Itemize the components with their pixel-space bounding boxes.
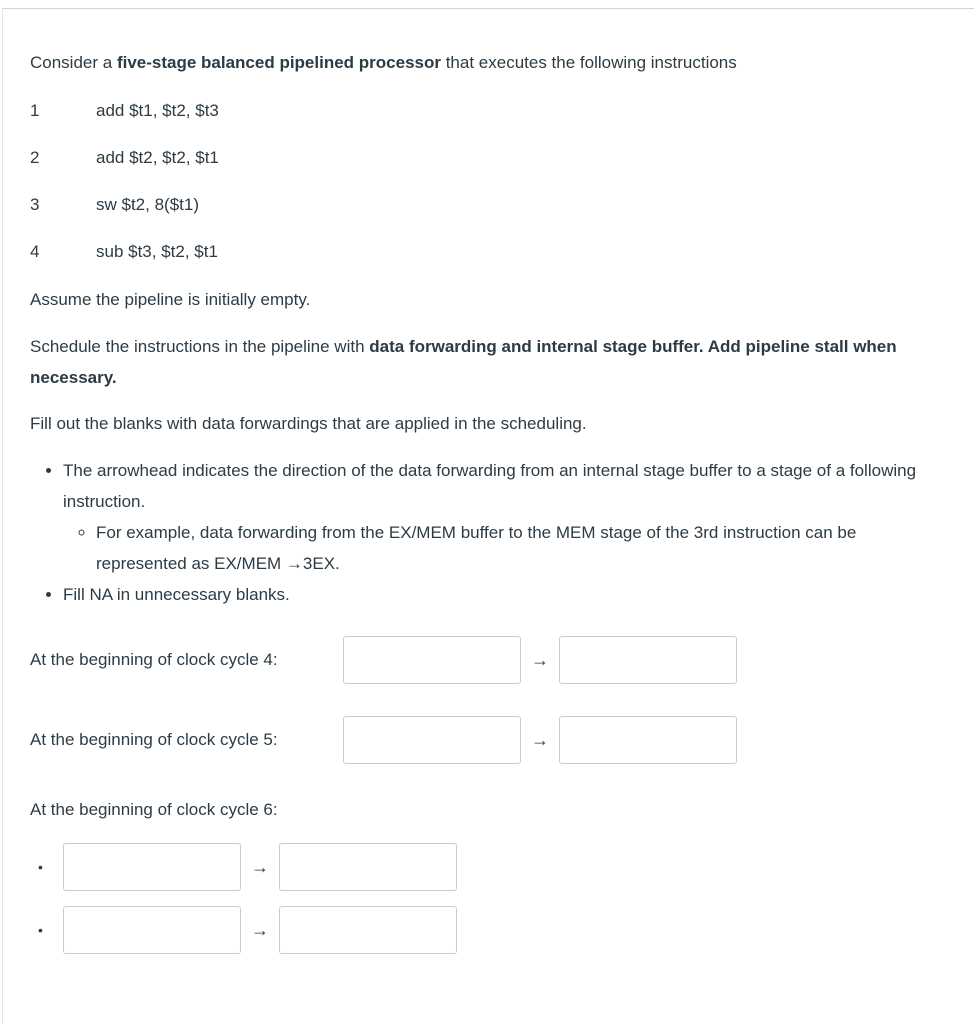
arrow-icon: →	[251, 919, 269, 940]
cycle5-row	[30, 716, 737, 764]
cycle6-2-to-input[interactable]	[279, 906, 457, 954]
cycle4-from-input[interactable]	[343, 636, 521, 684]
bullet-icon: •	[38, 922, 43, 938]
cycle6-item	[30, 843, 457, 891]
instruction-bullets	[30, 455, 950, 610]
cycle6-2-from-input[interactable]	[63, 906, 241, 954]
fill-out-text: Fill out the blanks with data forwardings that are applied in the scheduling.	[30, 414, 587, 433]
assume-text: Assume the pipeline is initially empty.	[30, 290, 311, 309]
bullet-arrowhead: • The arrowhead indicates the direction of the data forwarding from an internal stage buffer to a stage of a following instruction. ◦ For example, data forwarding from the EX/MEM buffer to the MEM stage of the 3rd instruction can be represented as EX/MEM →3EX.	[63, 455, 950, 579]
cycle5-to-input[interactable]	[559, 716, 737, 764]
instruction-number: 3	[30, 195, 40, 214]
cycle6-1-from-input[interactable]	[63, 843, 241, 891]
cycle5-label: At the beginning of clock cycle 5:	[30, 730, 278, 749]
cycle6-item	[30, 906, 457, 954]
instruction-text: add $t1, $t2, $t3	[96, 101, 219, 120]
question-intro: Consider a five-stage balanced pipelined processor that executes the following instructions	[30, 53, 737, 72]
arrow-icon: →	[251, 856, 269, 877]
instruction-row	[30, 237, 950, 285]
cycle6-label: At the beginning of clock cycle 6:	[30, 800, 278, 819]
instruction-row	[30, 143, 950, 190]
sub-bullets	[63, 517, 950, 579]
intro-bold: five-stage balanced pipelined processor	[116, 53, 441, 72]
instruction-text: sub $t3, $t2, $t1	[96, 242, 218, 261]
instruction-number: 2	[30, 148, 40, 167]
schedule-bold: data forwarding and internal stage buffer. Add pipeline stall when necessary.	[30, 337, 897, 387]
instruction-row	[30, 96, 950, 143]
cycle6-1-to-input[interactable]	[279, 843, 457, 891]
sub-bullet-example: ◦ For example, data forwarding from the EX/MEM buffer to the MEM stage of the 3rd instruction can be represented as EX/MEM →3EX.	[96, 517, 950, 579]
cycle4-row	[30, 636, 737, 684]
cycle5-from-input[interactable]	[343, 716, 521, 764]
bullet-icon: •	[38, 859, 43, 875]
bullet-na: • Fill NA in unnecessary blanks.	[63, 579, 950, 610]
arrow-icon: →	[531, 649, 549, 670]
instruction-number: 4	[30, 242, 40, 261]
instruction-number: 1	[30, 101, 40, 120]
cycle4-label: At the beginning of clock cycle 4:	[30, 650, 278, 669]
cycle6-row	[30, 796, 278, 824]
cycle4-to-input[interactable]	[559, 636, 737, 684]
question-content	[30, 48, 950, 610]
instruction-row	[30, 190, 950, 237]
instruction-text: add $t2, $t2, $t1	[96, 148, 219, 167]
schedule-instructions: Schedule the instructions in the pipeline with data forwarding and internal stage buffer. Add pipeline stall when necessary.	[30, 337, 897, 387]
instruction-text: sw $t2, 8($t1)	[96, 195, 199, 214]
arrow-icon: →	[531, 729, 549, 750]
instruction-list	[30, 96, 950, 285]
